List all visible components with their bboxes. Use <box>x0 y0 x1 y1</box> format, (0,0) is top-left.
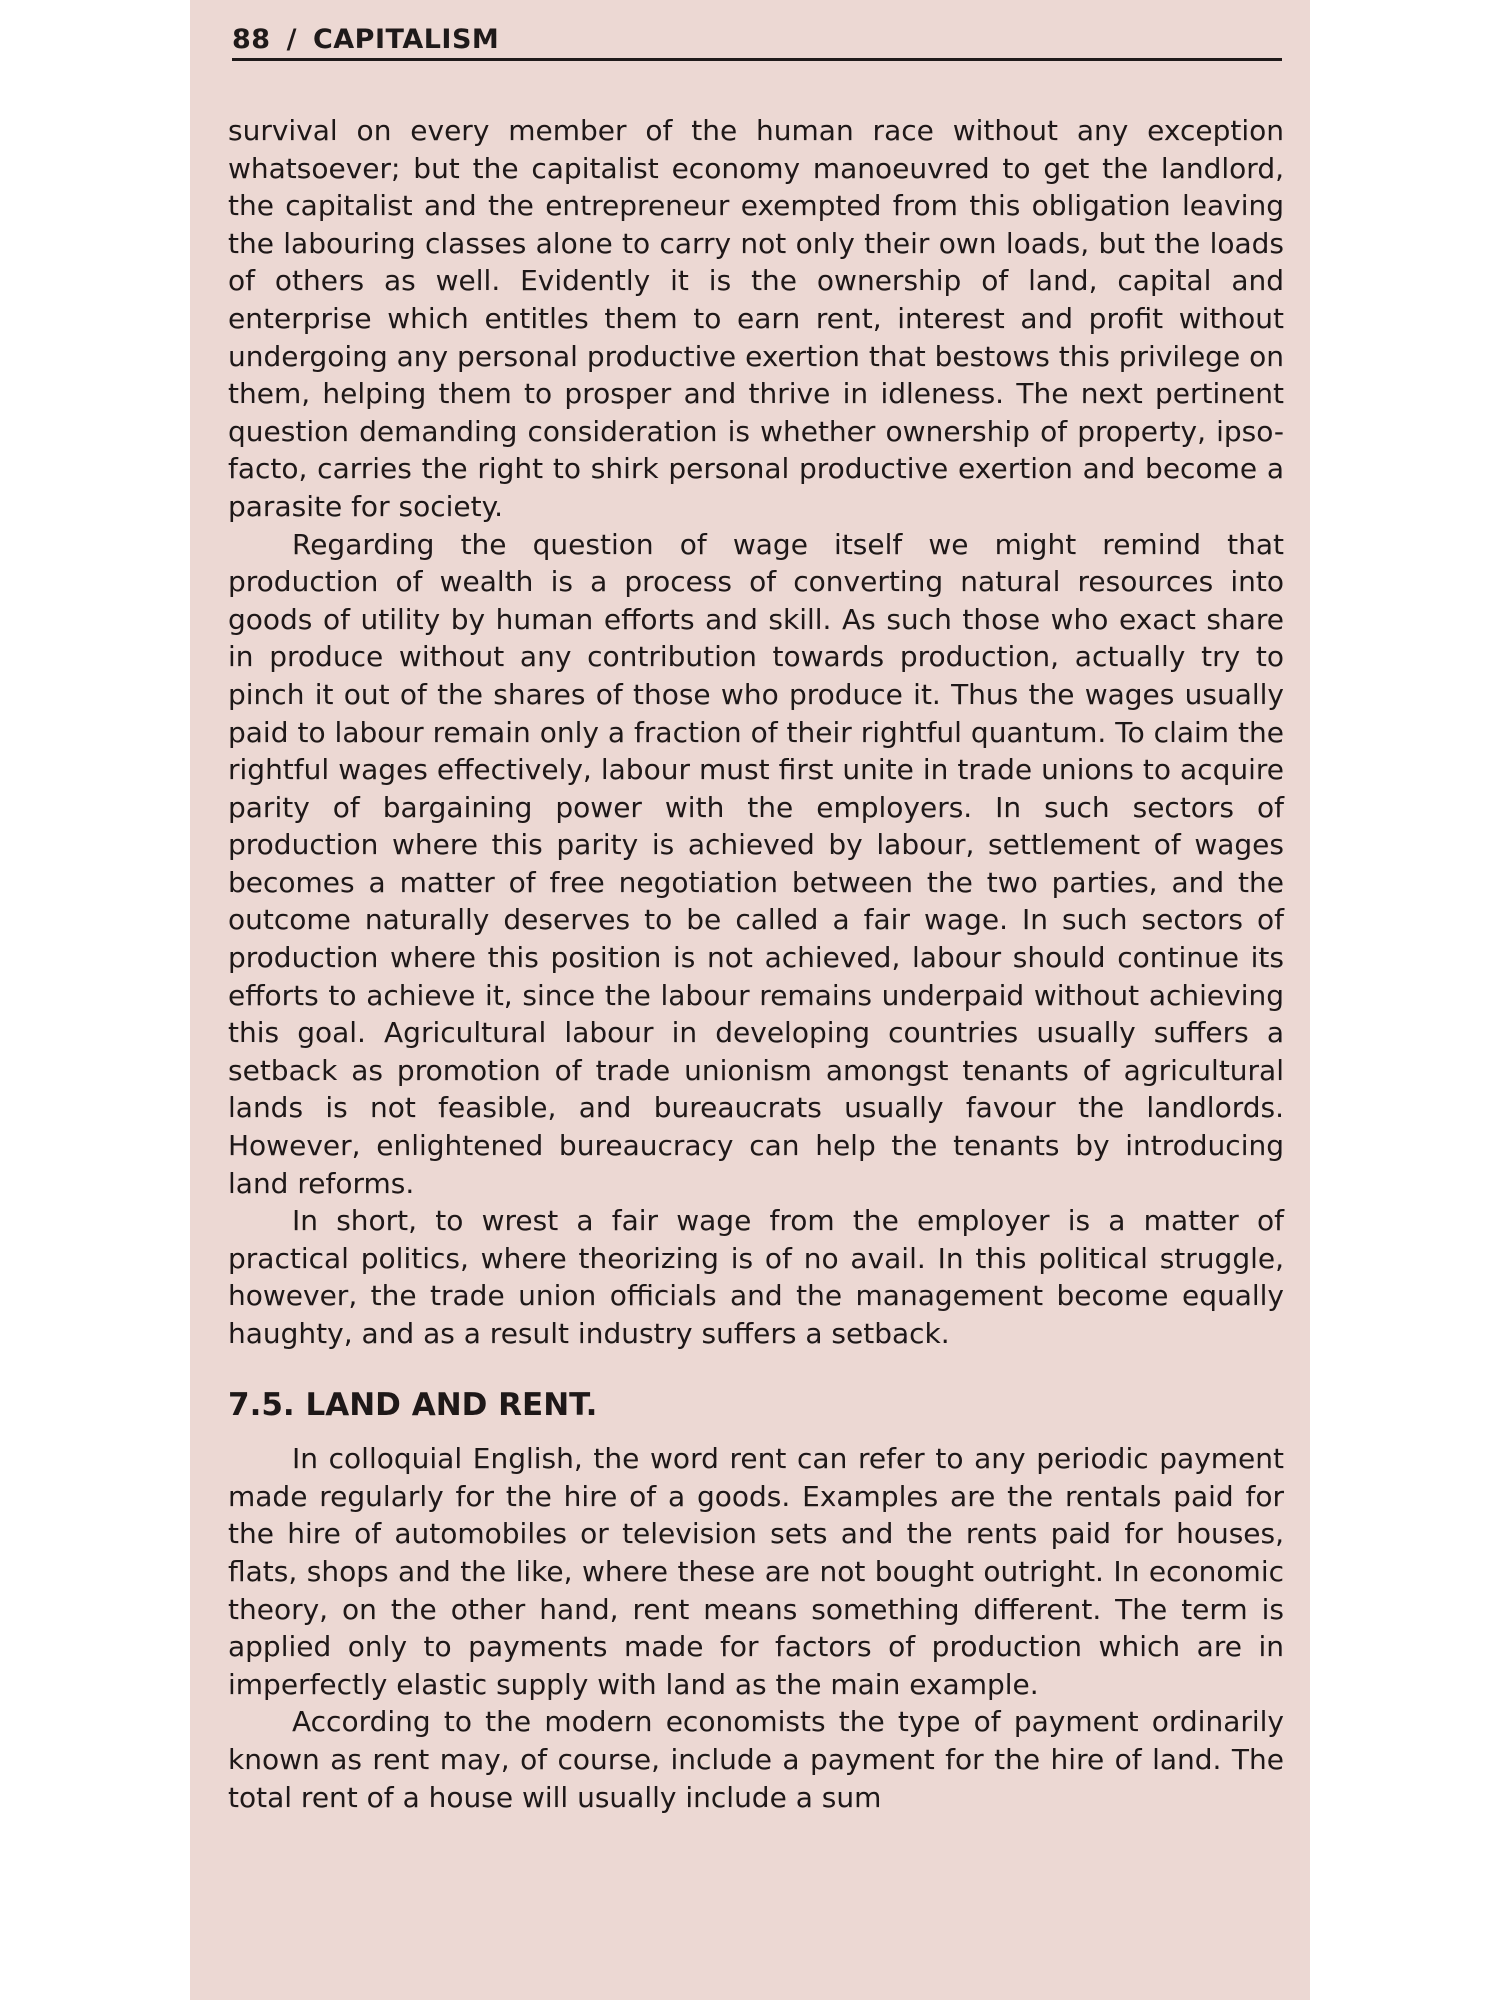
body-text <box>228 112 1284 1816</box>
header-separator: / <box>286 24 297 55</box>
page-number: 88 <box>232 24 271 55</box>
section-heading: 7.5. LAND AND RENT. <box>228 1386 598 1423</box>
header-rule <box>232 58 1282 61</box>
paragraph: Regarding the question of wage itself we might remind that production of wealth is a process of converting natural resources into goods of utility by human efforts and skill. As such those who exact share in produce without any contribution towards production, actually try to pinch it out of the shares of those who produce it. Thus the wages usually paid to labour remain only a fraction of their rightful quantum. To claim the rightful wages effectively, labour must first unite in trade unions to acquire parity of bargaining power with the employers. In such sectors of production where this parity is achieved by labour, settlement of wages becomes a matter of free negotiation between the two parties, and the outcome naturally deserves to be called a fair wage. In such sectors of production where this position is not achieved, labour should continue its efforts to achieve it, since the labour remains underpaid without achieving this goal. Agricultural labour in developing countries usually suffers a setback as promotion of trade unionism amongst tenants of agricultural lands is not feasible, and bureaucrats usually favour the landlords. However, enlightened bureaucracy can help the tenants by introducing land reforms. <box>228 527 1284 1200</box>
running-head <box>232 24 1282 55</box>
paragraph: In short, to wrest a fair wage from the employer is a matter of practical politics, where theorizing is of no avail. In this political struggle, however, the trade union officials and the management become equally haughty, and as a result industry suffers a setback. <box>228 1204 1284 1350</box>
running-title: CAPITALISM <box>312 24 500 55</box>
paragraph: According to the modern economists the type of payment ordinarily known as rent may, of course, include a payment for the hire of land. The total rent of a house will usually include a sum <box>228 1705 1284 1814</box>
paragraph: In colloquial English, the word rent can refer to any periodic payment made regularly for the hire of a goods. Examples are the rentals paid for the hire of automobiles or television sets and the rents paid for houses, flats, shops and the like, where these are not bought outright. In economic theory, on the other hand, rent means something different. The term is applied only to payments made for factors of production which are in imperfectly elastic supply with land as the main example. <box>228 1442 1284 1701</box>
book-page <box>190 0 1310 2000</box>
paragraph: survival on every member of the human race without any exception whatsoever; but the capitalist economy manoeuvred to get the landlord, the capitalist and the entrepreneur exempted from this obligation leaving the labouring classes alone to carry not only their own loads, but the loads of others as well. Evidently it is the ownership of land, capital and enterprise which entitles them to earn rent, interest and profit without undergoing any personal productive exertion that bestows this privilege on them, helping them to prosper and thrive in idleness. The next pertinent question demanding consideration is whether ownership of property, ipso-facto, carries the right to shirk personal productive exertion and become a parasite for society. <box>228 114 1284 523</box>
